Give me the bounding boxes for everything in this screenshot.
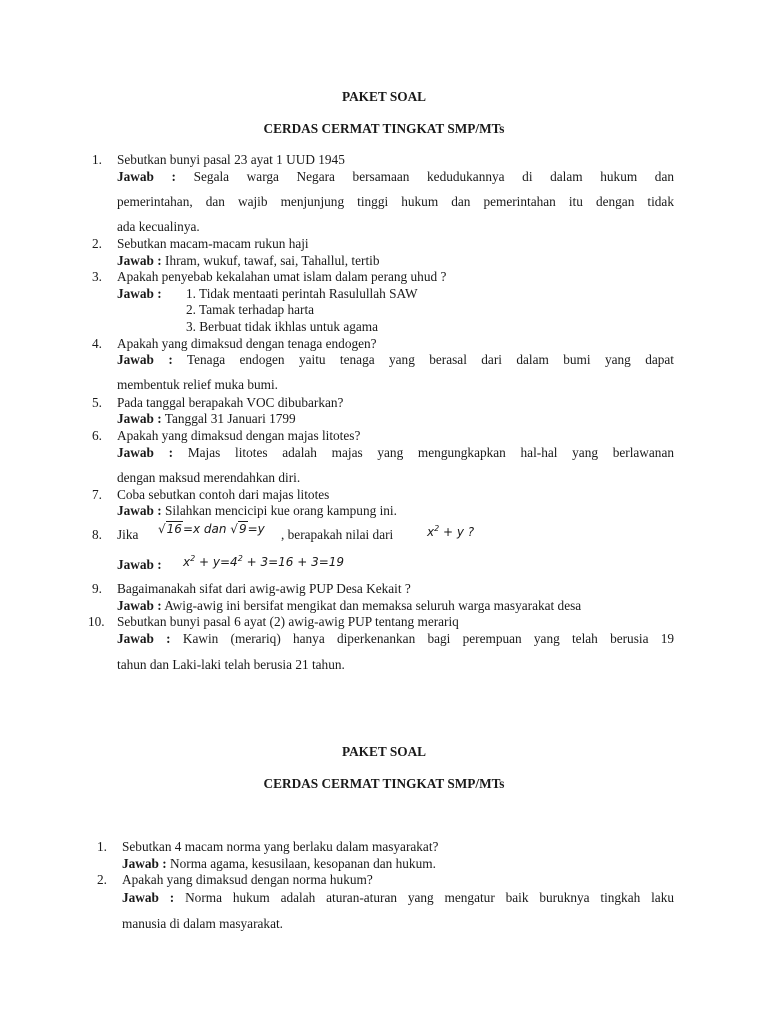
q1-number: 1. xyxy=(92,152,102,167)
q8-expression: $x^2 + y$ ? xyxy=(427,524,475,539)
q6-number: 6. xyxy=(92,428,102,443)
q2-question: Sebutkan macam-macam rukun haji xyxy=(117,236,309,251)
s2-q1-number: 1. xyxy=(97,839,107,854)
q3-question: Apakah penyebab kekalahan umat islam dalam perang uhud ? xyxy=(117,269,447,284)
q9-number: 9. xyxy=(92,581,102,596)
q3-answer-3: 3. Berbuat tidak ikhlas untuk agama xyxy=(186,319,379,334)
q7-question: Coba sebutkan contoh dari majas litotes xyxy=(117,487,330,502)
q5-number: 5. xyxy=(92,395,102,410)
q6-answer-line-1: Jawab : Majas litotes adalah majas yang mengungkapkan hal-hal yang berlawanan xyxy=(117,445,675,460)
q1-answer-line-1: Jawab : Segala warga Negara bersamaan kedudukannya di dalam hukum dan xyxy=(117,169,674,184)
q8-equation: √16=x dan √9=y xyxy=(158,522,265,536)
q8-answer-equation: $x^2 + y=4^2 + 3=16 + 3=19$ xyxy=(183,554,345,569)
q8-question: , berapakah nilai dari xyxy=(281,527,394,542)
q9-answer: Jawab : Awig-awig ini bersifat mengikat dan memaksa seluruh warga masyarakat desa xyxy=(117,598,582,613)
section-2-title: PAKET SOAL xyxy=(341,744,427,759)
section-2-subtitle: CERDAS CERMAT TINGKAT SMP/MTs xyxy=(263,776,505,791)
q7-answer: Jawab : Silahkan mencicipi kue orang kampung ini. xyxy=(117,503,397,518)
jawab-label: Jawab : xyxy=(117,169,176,184)
q1-answer-line-2: pemerintahan, dan wajib menjunjung tinggi hukum dan pemerintahan itu dengan tidak xyxy=(117,194,674,209)
q5-question: Pada tanggal berapakah VOC dibubarkan? xyxy=(117,395,344,410)
q10-answer-line-1: Jawab : Kawin (merariq) hanya diperkenankan bagi perempuan yang telah berusia 19 xyxy=(117,631,674,646)
section-1-title: PAKET SOAL xyxy=(341,89,427,104)
q3-answer-2: 2. Tamak terhadap harta xyxy=(186,302,315,317)
s2-q1-answer: Jawab : Norma agama, kesusilaan, kesopanan dan hukum. xyxy=(122,856,436,871)
q1-answer-line-3: ada kecualinya. xyxy=(117,219,200,234)
s2-q2-answer-line-1: Jawab : Norma hukum adalah aturan-aturan yang mengatur baik buruknya tingkah laku xyxy=(122,890,674,905)
s2-q2-question: Apakah yang dimaksud dengan norma hukum? xyxy=(122,872,373,887)
q10-answer-line-2: tahun dan Laki-laki telah berusia 21 tahun. xyxy=(117,657,345,672)
q4-number: 4. xyxy=(92,336,102,351)
q6-question: Apakah yang dimaksud dengan majas litotes? xyxy=(117,428,361,443)
s2-q1-question: Sebutkan 4 macam norma yang berlaku dalam masyarakat? xyxy=(122,839,439,854)
q3-jawab-label: Jawab : xyxy=(117,286,162,301)
q3-number: 3. xyxy=(92,269,102,284)
s2-q2-answer-line-2: manusia di dalam masyarakat. xyxy=(122,916,283,931)
q8-jawab-label: Jawab : xyxy=(117,557,162,572)
q4-question: Apakah yang dimaksud dengan tenaga endogen? xyxy=(117,336,377,351)
q1-question: Sebutkan bunyi pasal 23 ayat 1 UUD 1945 xyxy=(117,152,345,167)
q8-jika: Jika xyxy=(117,527,139,542)
q8-number: 8. xyxy=(92,527,102,542)
q10-question: Sebutkan bunyi pasal 6 ayat (2) awig-awig PUP tentang merariq xyxy=(117,614,459,629)
q4-answer-line-1: Jawab : Tenaga endogen yaitu tenaga yang berasal dari dalam bumi yang dapat xyxy=(117,352,674,367)
q4-answer-line-2: membentuk relief muka bumi. xyxy=(117,377,278,392)
q3-answer-1: 1. Tidak mentaati perintah Rasulullah SAW xyxy=(186,286,418,301)
q5-answer: Jawab : Tanggal 31 Januari 1799 xyxy=(117,411,296,426)
q2-number: 2. xyxy=(92,236,102,251)
s2-q2-number: 2. xyxy=(97,872,107,887)
q10-number: 10. xyxy=(88,614,105,629)
section-1-subtitle: CERDAS CERMAT TINGKAT SMP/MTs xyxy=(263,121,505,136)
q7-number: 7. xyxy=(92,487,102,502)
q2-answer: Jawab : Ihram, wukuf, tawaf, sai, Tahallul, tertib xyxy=(117,253,380,268)
q9-question: Bagaimanakah sifat dari awig-awig PUP Desa Kekait ? xyxy=(117,581,411,596)
q6-answer-line-2: dengan maksud merendahkan diri. xyxy=(117,470,301,485)
